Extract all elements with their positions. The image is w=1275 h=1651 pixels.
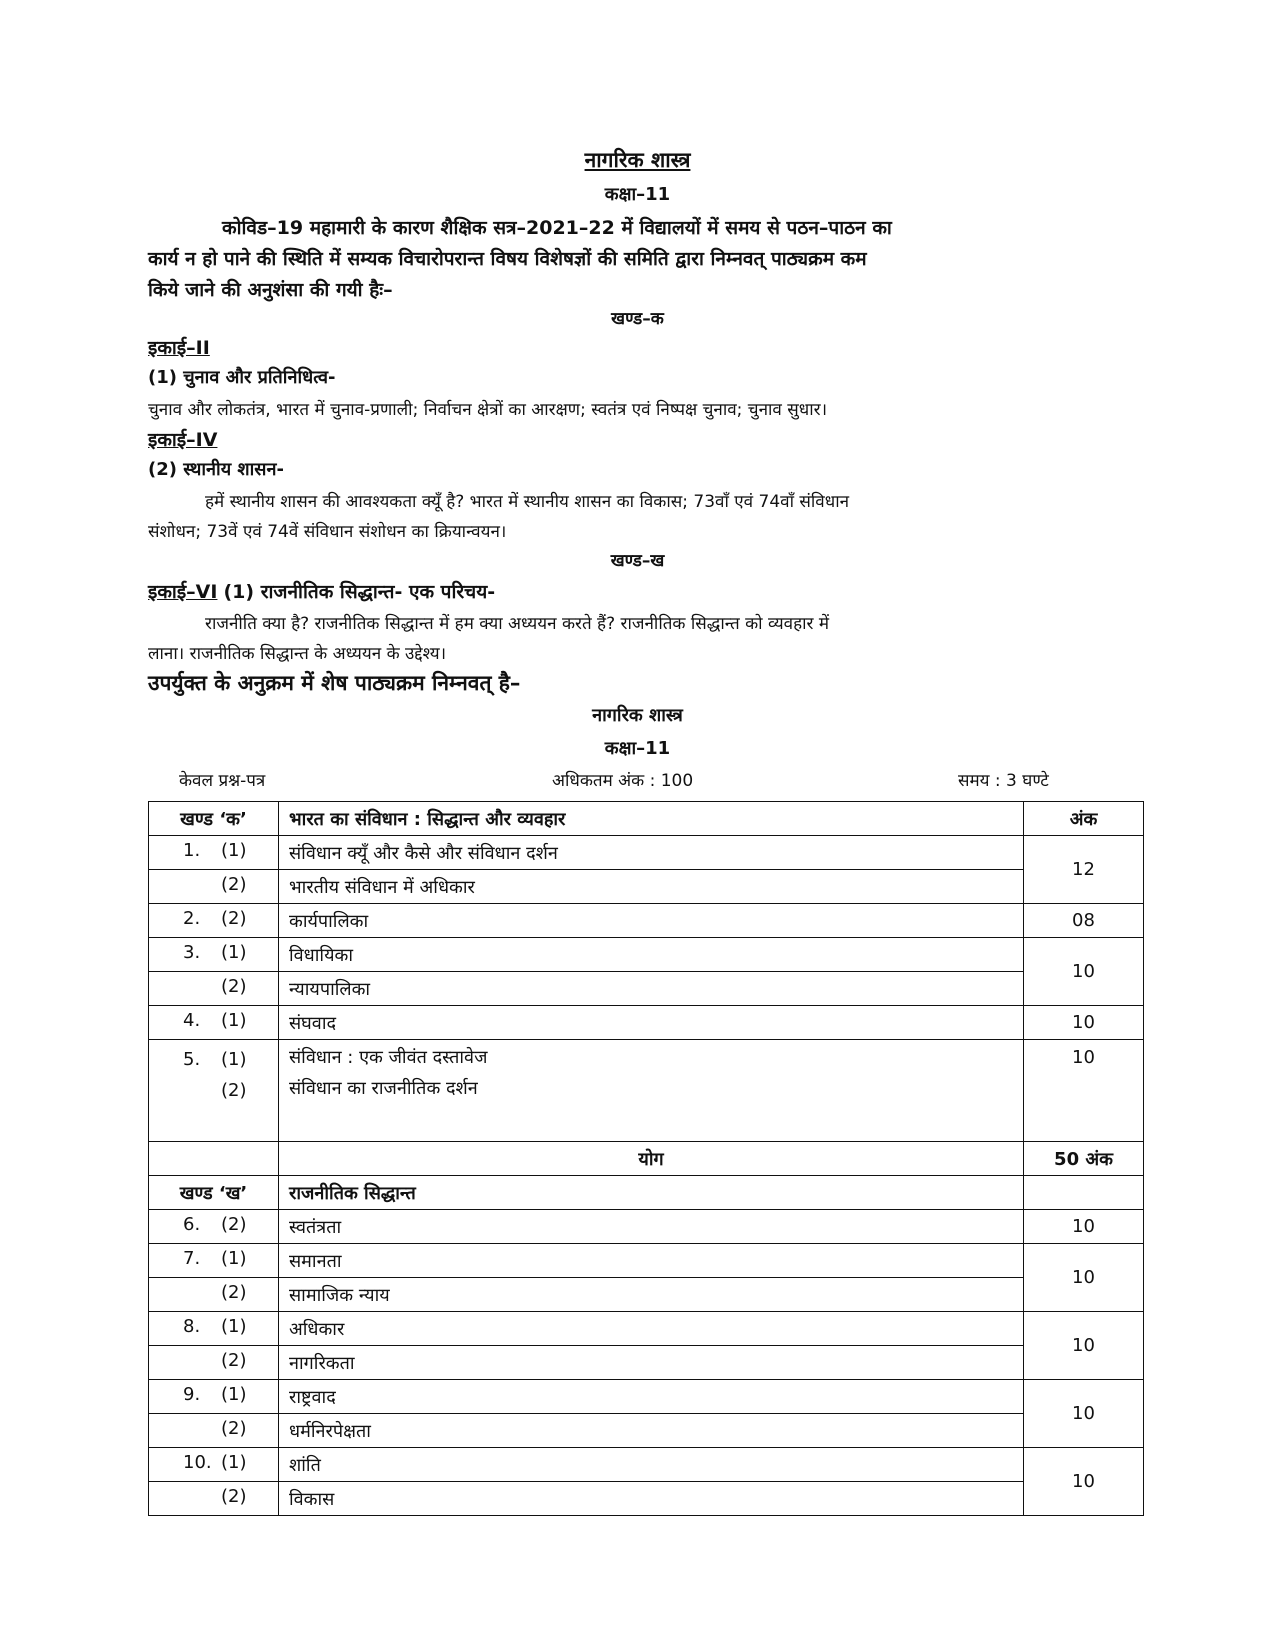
unit-4-topic: (2) स्थानीय शासन- (148, 459, 284, 480)
topic-cell: भारतीय संविधान में अधिकार (279, 870, 1024, 904)
empty-cell (149, 1142, 279, 1176)
table-row (149, 870, 1144, 904)
row-number-cell: (2) (149, 1414, 279, 1448)
marks-cell: 10 (1024, 1006, 1144, 1040)
table-row (149, 1482, 1144, 1516)
topic-cell: न्यायपालिका (279, 972, 1024, 1006)
table-row (149, 1312, 1144, 1346)
unit-6-text-1: राजनीति क्या है? राजनीतिक सिद्धान्त में हम क्या अध्ययन करते हैं? राजनीतिक सिद्धान्त को व्यवहार में (205, 614, 830, 634)
syllabus-table (148, 801, 1144, 1516)
row-number-cell: 2. (2) (149, 904, 279, 938)
topic-cell: अधिकार (279, 1312, 1024, 1346)
section-b-title: राजनीतिक सिद्धान्त (279, 1176, 1024, 1210)
section-a-label: खण्ड ‘क’ (149, 802, 279, 836)
page-title: नागरिक शास्त्र (584, 148, 691, 172)
topic-cell: राष्ट्रवाद (279, 1380, 1024, 1414)
intro-line-3: किये जाने की अनुशंसा की गयी हैः– (148, 279, 393, 301)
marks-cell: 10 (1024, 1244, 1144, 1312)
topic-cell: स्वतंत्रता (279, 1210, 1024, 1244)
table-row (149, 1006, 1144, 1040)
marks-cell: 10 (1024, 1312, 1144, 1380)
unit-6-text-2: लाना। राजनीतिक सिद्धान्त के अध्ययन के उद्देश्य। (148, 644, 447, 664)
topic-cell: कार्यपालिका (279, 904, 1024, 938)
exam-paper-type: केवल प्रश्न-पत्र (179, 771, 266, 791)
section-b-label: खण्ड ‘ख’ (149, 1176, 279, 1210)
table-row (149, 1346, 1144, 1380)
topic-cell: विधायिका (279, 938, 1024, 972)
marks-cell: 10 (1024, 1380, 1144, 1448)
khand-ka-heading: खण्ड–क (611, 309, 664, 329)
table-row (149, 1244, 1144, 1278)
unit-4-text-2: संशोधन; 73वें एवं 74वें संविधान संशोधन का क्रियान्वयन। (148, 522, 507, 542)
topic-cell: धर्मनिरपेक्षता (279, 1414, 1024, 1448)
marks-cell: 08 (1024, 904, 1144, 938)
table-row (149, 1176, 1144, 1210)
unit-6-topic: (1) राजनीतिक सिद्धान्त- एक परिचय- (223, 581, 496, 603)
table-row (149, 1448, 1144, 1482)
table-row (149, 1414, 1144, 1448)
row-number-cell: (2) (149, 972, 279, 1006)
row-number-cell: 6. (2) (149, 1210, 279, 1244)
row-number-cell: (2) (149, 1346, 279, 1380)
unit-4-text-1: हमें स्थानीय शासन की आवश्यकता क्यूँ है? भारत में स्थानीय शासन का विकास; 73वाँ एवं 74वाँ संविधान (205, 492, 850, 512)
table-row (149, 938, 1144, 972)
table-row (149, 1380, 1144, 1414)
unit-2-label: इकाई–II (148, 337, 210, 359)
row-number-cell: 3. (1) (149, 938, 279, 972)
table-row (149, 1142, 1144, 1176)
class-label: कक्षा–11 (604, 184, 671, 205)
topic-cell: संविधान क्यूँ और कैसे और संविधान दर्शन (279, 836, 1024, 870)
topic-cell: शांति (279, 1448, 1024, 1482)
unit-6-line (148, 578, 495, 604)
exam-max-marks: अधिकतम अंक : 100 (552, 771, 694, 791)
row-number-cell: 10. (1) (149, 1448, 279, 1482)
remaining-heading: उपर्युक्त के अनुक्रम में शेष पाठ्यक्रम निम्नवत् है– (148, 671, 521, 695)
table-row (149, 1278, 1144, 1312)
total-label: योग (279, 1142, 1024, 1176)
topic-cell: नागरिकता (279, 1346, 1024, 1380)
topic-line: संविधान का राजनीतिक दर्शन (289, 1078, 478, 1099)
intro-line-2: कार्य न हो पाने की स्थिति में सम्यक विचारोपरान्त विषय विशेषज्ञों की समिति द्वारा निम्नवत् पाठ्यक्रम कम (148, 248, 867, 270)
topic-cell: समानता (279, 1244, 1024, 1278)
marks-cell: 10 (1024, 1210, 1144, 1244)
topic-line: संविधान : एक जीवंत दस्तावेज (289, 1047, 488, 1068)
unit-6-label: इकाई–VI (148, 581, 218, 603)
intro-line-1: कोविड–19 महामारी के कारण शैक्षिक सत्र–2021–22 में विद्यालयों में समय से पठन–पाठन का (222, 217, 892, 239)
marks-cell: 12 (1024, 836, 1144, 904)
marks-cell: 10 (1024, 938, 1144, 1006)
unit-2-text: चुनाव और लोकतंत्र, भारत में चुनाव-प्रणाली; निर्वाचन क्षेत्रों का आरक्षण; स्वतंत्र एवं निष्पक्ष चुनाव; चुनाव सुधार। (148, 400, 828, 420)
table-row (149, 1040, 1144, 1142)
topic-cell: संघवाद (279, 1006, 1024, 1040)
total-marks: 50 अंक (1024, 1142, 1144, 1176)
row-number-cell: 9. (1) (149, 1380, 279, 1414)
table-row (149, 836, 1144, 870)
table-row (149, 904, 1144, 938)
table-row (149, 1210, 1144, 1244)
row-number-cell: 4. (1) (149, 1006, 279, 1040)
topic-cell: विकास (279, 1482, 1024, 1516)
row-number-cell: (2) (149, 1278, 279, 1312)
section-a-title: भारत का संविधान : सिद्धान्त और व्यवहार (279, 802, 1024, 836)
khand-kha-heading: खण्ड–ख (610, 551, 665, 571)
table-row (149, 972, 1144, 1006)
remaining-title: नागरिक शास्त्र (592, 705, 683, 726)
topic-cell (279, 1040, 1024, 1142)
marks-cell: 10 (1024, 1448, 1144, 1516)
unit-4-label: इकाई–IV (148, 429, 218, 451)
topic-cell: सामाजिक न्याय (279, 1278, 1024, 1312)
marks-cell: 10 (1024, 1040, 1144, 1142)
row-number-cell: 8. (1) (149, 1312, 279, 1346)
row-number-cell: (2) (149, 1482, 279, 1516)
table-row (149, 802, 1144, 836)
row-number-cell: 7. (1) (149, 1244, 279, 1278)
row-number-cell: 1. (1) (149, 836, 279, 870)
row-number-cell: (2) (149, 870, 279, 904)
row-number-cell: 5. (1) (2) (149, 1040, 279, 1142)
marks-header: अंक (1024, 802, 1144, 836)
unit-2-topic: (1) चुनाव और प्रतिनिधित्व- (148, 367, 336, 388)
remaining-class: कक्षा–11 (604, 738, 671, 759)
exam-time: समय : 3 घण्टे (958, 771, 1049, 791)
empty-cell (1024, 1176, 1144, 1210)
